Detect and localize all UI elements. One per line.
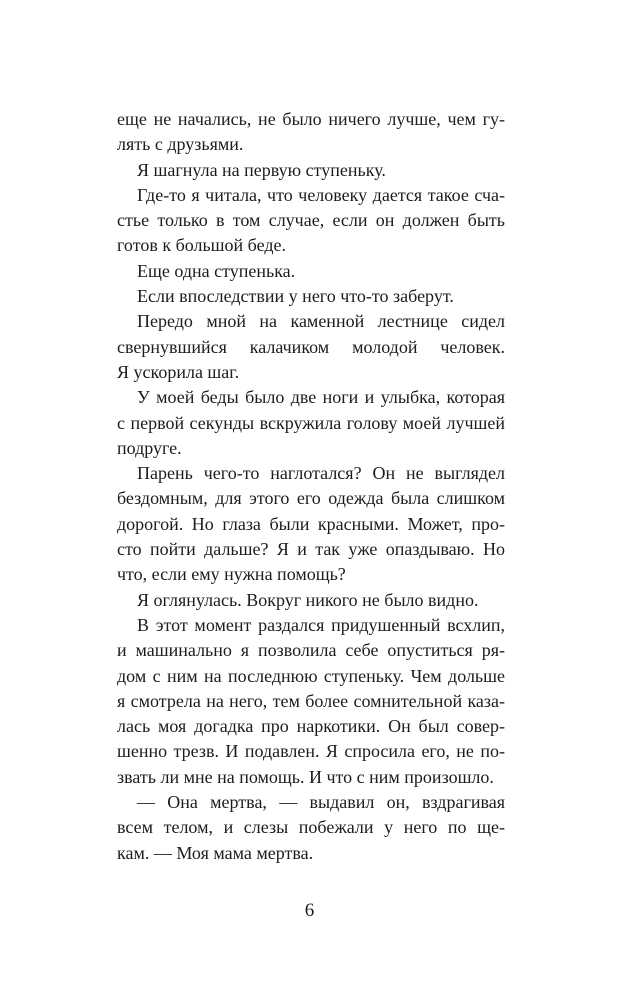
text-line: еще не начались, не было ничего лучше, чем гу- [117,109,505,129]
text-line: кам. — Моя мама мертва. [117,842,314,863]
text-line: стье только в том случае, если он должен быть [117,210,505,231]
text-line: шенно трезв. И подавлен. Я спросила его, не по- [117,741,505,762]
text-line: Где-то я читала, что человеку дается такое сча- [137,184,505,205]
text-line: с первой секунды вскружила голову моей лучшей [117,412,505,433]
text-line: Парень чего-то наглотался? Он не выглядел [137,463,505,484]
text-line: Еще одна ступенька. [137,260,296,281]
paragraph [117,588,505,613]
text-line: дорогой. Но глаза были красными. Может, про- [117,513,505,534]
text-line: Я оглянулась. Вокруг никого не было видно. [137,589,479,610]
text-line: звать ли мне на помощь. И что с ним произошло. [117,766,494,787]
paragraph [117,461,505,587]
text-line: В этот момент раздался придушенный всхлип, [137,614,505,635]
paragraph [117,259,505,284]
text-line: свернувшийся калачиком молодой человек. [117,336,505,357]
text-line: бездомным, для этого его одежда была слишком [117,488,505,509]
paragraph [117,309,505,385]
text-line: Я ускорила шаг. [117,361,240,382]
text-line: лять с друзьями. [117,134,244,155]
paragraph [117,183,505,259]
paragraph [117,284,505,309]
text-line: Я шагнула на первую ступеньку. [137,159,386,180]
text-line: готов к большой беде. [117,235,286,256]
body-text [117,107,505,866]
paragraph [117,385,505,461]
paragraph [117,107,505,158]
text-line: и машинально я позволила себе опуститься ря- [117,640,505,661]
text-line: я смотрела на него, тем более сомнительной каза- [117,690,505,711]
page-number: 6 [304,900,315,921]
paragraph [117,790,505,866]
text-line: всем телом, и слезы побежали у него по ще- [117,817,505,838]
text-line: дом с ним на последнюю ступеньку. Чем дольше [117,665,505,686]
text-line: что, если ему нужна помощь? [117,564,346,585]
text-line: — Она мертва, — выдавил он, вздрагивая [137,792,505,813]
text-line: Если впоследствии у него что-то заберут. [137,286,454,307]
text-line: У моей беды было две ноги и улыбка, которая [137,387,505,408]
paragraph [117,158,505,183]
text-line: лась моя догадка про наркотики. Он был совер- [117,716,505,737]
text-line: Передо мной на каменной лестнице сидел [137,311,505,332]
text-line: подруге. [117,437,182,458]
paragraph [117,613,505,790]
text-line: сто пойти дальше? Я и так уже опаздываю. Но [117,539,505,560]
